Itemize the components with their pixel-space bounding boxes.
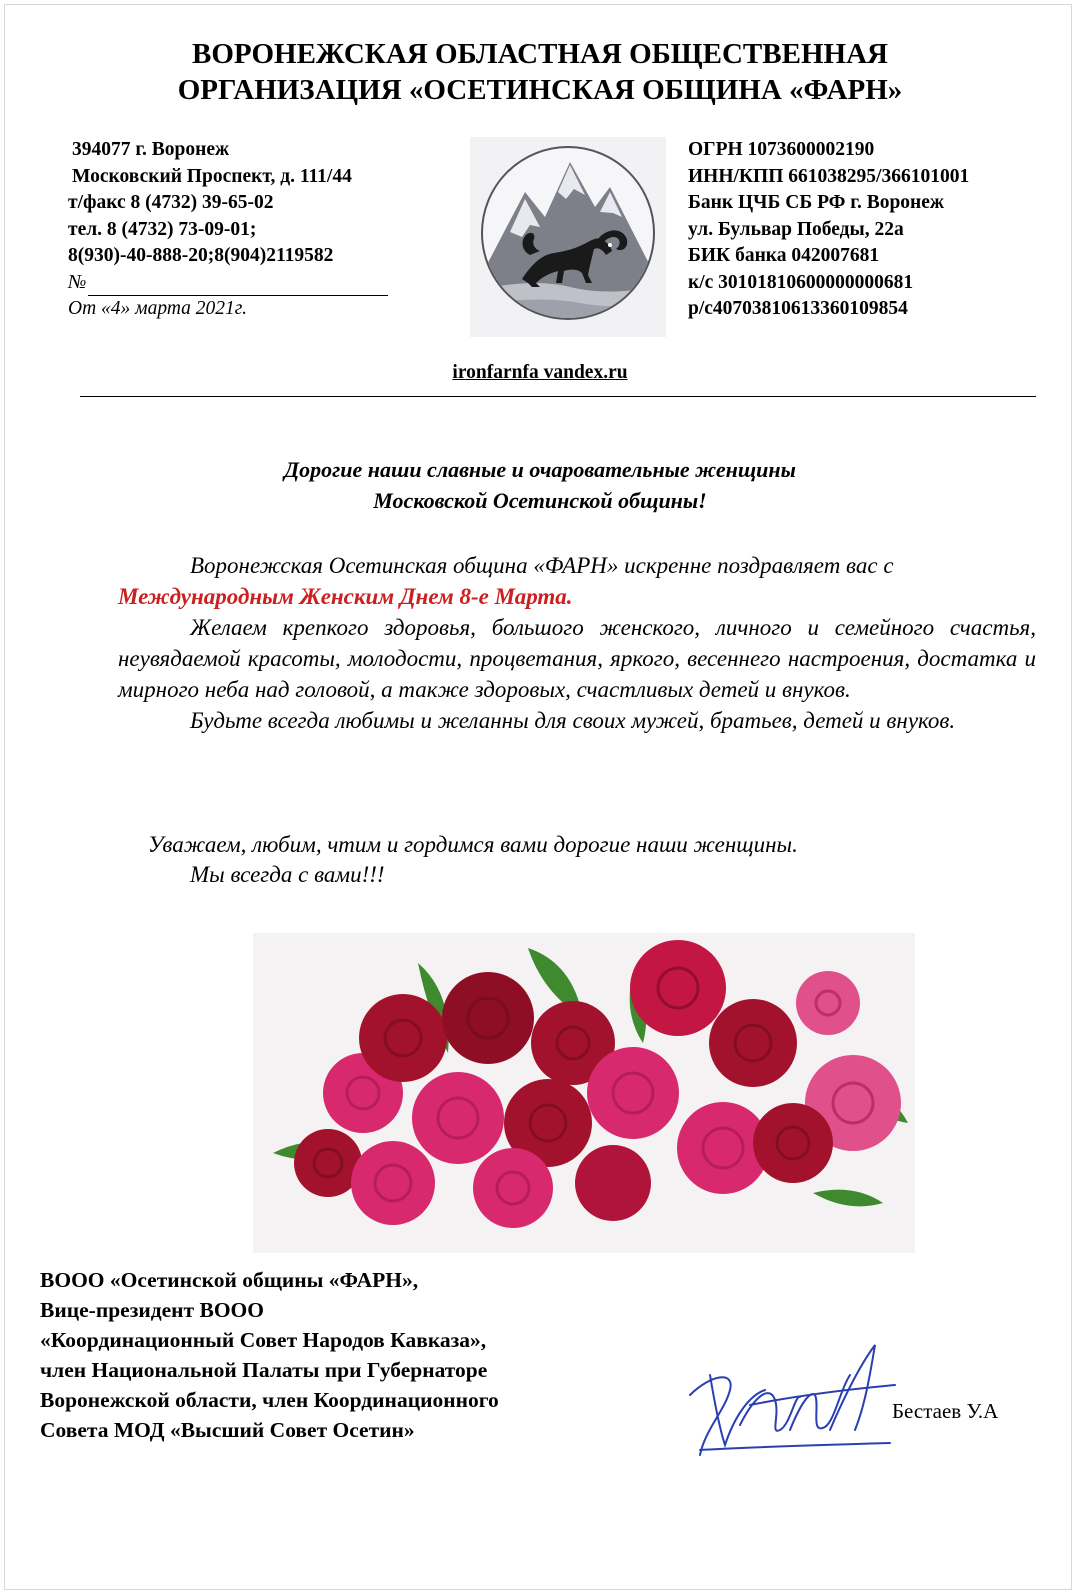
address-street: Московский Проспект, д. 111/44 <box>72 165 352 187</box>
paragraph-wishes: Желаем крепкого здоровья, большого женского, личного и семейного счастья, неувядаемой красоты, молодости, процветания, яркого, весеннего настроения, достатка и мирного неба над головой, а также здоровых, счастливых детей и внуков. <box>118 615 1036 702</box>
footer-line-2: Вице-президент ВООО <box>40 1298 264 1322</box>
letter-body <box>118 550 1036 736</box>
document-number <box>68 270 448 297</box>
email-link[interactable]: ironfarnfa vandex.ru <box>452 362 628 383</box>
closing-line-2: Мы всегда с вами!!! <box>190 862 385 887</box>
address-city: 394077 г. Воронеж <box>72 139 230 160</box>
footer-line-1: ВООО «Осетинской общины «ФАРН», <box>40 1268 419 1292</box>
settlement-account: р/с40703810613360109854 <box>688 298 908 319</box>
roses-bouquet-image <box>253 933 915 1253</box>
signature-block <box>40 1265 680 1445</box>
holiday-name: Международным Женским Днем 8-е Марта. <box>118 584 573 609</box>
mobile-numbers: 8(930)-40-888-20;8(904)2119582 <box>68 245 334 266</box>
closing-remarks <box>148 830 1048 890</box>
title-line-1: ВОРОНЕЖСКАЯ ОБЛАСТНАЯ ОБЩЕСТВЕННАЯ <box>192 38 888 70</box>
header-divider <box>80 396 1036 397</box>
fax-number: т/факс 8 (4732) 39-65-02 <box>68 192 274 213</box>
footer-line-5: Воронежской области, член Координационного <box>40 1388 499 1412</box>
title-line-2: ОРГАНИЗАЦИЯ «ОСЕТИНСКАЯ ОБЩИНА «ФАРН» <box>177 74 903 106</box>
organization-title <box>0 36 1080 108</box>
document-date: От «4» марта 2021г. <box>68 298 248 319</box>
phone-number: тел. 8 (4732) 73-09-01; <box>68 218 257 240</box>
number-sign: № <box>68 271 87 293</box>
paragraph-congratulation <box>118 550 1036 612</box>
closing-line-1: Уважаем, любим, чтим и гордимся вами дорогие наши женщины. <box>148 832 798 857</box>
bik: БИК банка 042007681 <box>688 245 880 266</box>
greeting-line-2: Московской Осетинской общины! <box>373 488 707 513</box>
inn-kpp: ИНН/КПП 661038295/366101001 <box>688 165 970 187</box>
signature-scribble <box>680 1335 910 1465</box>
footer-line-6: Совета МОД «Высший Совет Осетин» <box>40 1418 415 1442</box>
bank-address: ул. Бульвар Победы, 22а <box>688 218 904 240</box>
panther-mountain-emblem-icon <box>470 137 666 337</box>
number-blank-line <box>88 277 388 296</box>
bank-name: Банк ЦЧБ СБ РФ г. Воронеж <box>688 192 945 213</box>
contact-block <box>68 137 448 323</box>
signer-name: Бестаев У.А <box>892 1399 999 1423</box>
congratulation-text: Воронежская Осетинская община «ФАРН» искренне поздравляет вас с <box>190 553 894 578</box>
roses-illustration <box>253 933 915 1253</box>
handwritten-signature <box>680 1335 910 1465</box>
footer-line-3: «Координационный Совет Народов Кавказа», <box>40 1328 487 1352</box>
correspondent-account: к/с 30101810600000000681 <box>688 271 914 293</box>
paragraph-love: Будьте всегда любимы и желанны для своих мужей, братьев, детей и внуков. <box>190 708 956 733</box>
requisites-block <box>688 137 1058 323</box>
footer-line-4: член Национальной Палаты при Губернаторе <box>40 1358 488 1382</box>
organization-logo <box>470 137 666 337</box>
greeting-heading <box>0 454 1080 516</box>
ogrn: ОГРН 1073600002190 <box>688 139 875 160</box>
greeting-line-1: Дорогие наши славные и очаровательные женщины <box>284 457 796 482</box>
